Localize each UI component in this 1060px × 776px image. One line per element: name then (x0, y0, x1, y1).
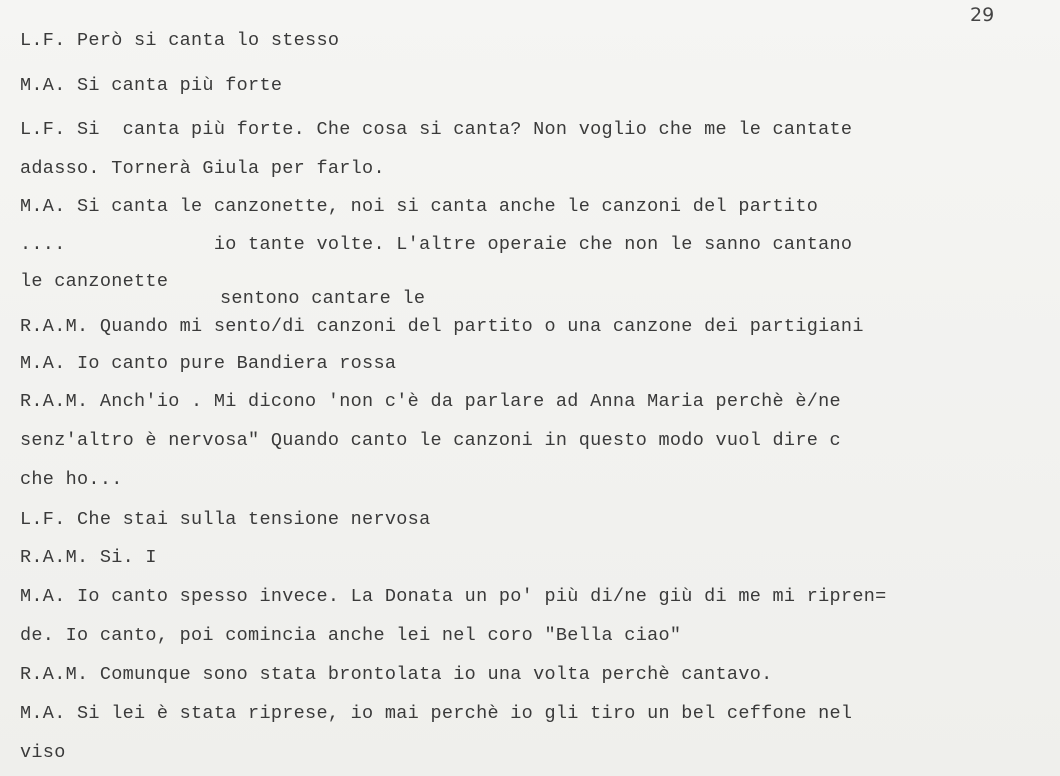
transcript-line: senz'altro è nervosa" Quando canto le canzoni in questo modo vuol dire c (20, 430, 841, 451)
transcript-line: .... io tante volte. L'altre operaie che non le sanno cantano (20, 234, 853, 255)
transcript-line: L.F. Che stai sulla tensione nervosa (20, 509, 431, 530)
interlinear-insert: sentono cantare le (220, 288, 426, 309)
transcript-line: L.F. Però si canta lo stesso (20, 30, 340, 51)
transcript-line: M.A. Io canto pure Bandiera rossa (20, 353, 397, 374)
transcript-line: M.A. Si canta più forte (20, 75, 283, 96)
transcript-line: L.F. Si canta più forte. Che cosa si canta? Non voglio che me le cantate (20, 119, 853, 140)
transcript-line: le canzonette (20, 271, 169, 292)
transcript-line: M.A. Si canta le canzonette, noi si canta anche le canzoni del partito (20, 196, 819, 217)
transcript-line: M.A. Io canto spesso invece. La Donata un po' più di/ne giù di me mi ripren= (20, 586, 887, 607)
transcript-line: viso (20, 742, 66, 763)
transcript-line: R.A.M. Si. I (20, 547, 157, 568)
transcript-line: R.A.M. Comunque sono stata brontolata io una volta perchè cantavo. (20, 664, 773, 685)
transcript-line: che ho... (20, 469, 123, 490)
page-number: 29 (970, 4, 995, 26)
transcript-line: R.A.M. Quando mi sento/di canzoni del partito o una canzone dei partigiani (20, 316, 864, 337)
transcript-line: R.A.M. Anch'io . Mi dicono 'non c'è da parlare ad Anna Maria perchè è/ne (20, 391, 841, 412)
transcript-line: adasso. Tornerà Giula per farlo. (20, 158, 385, 179)
transcript-line: de. Io canto, poi comincia anche lei nel coro "Bella ciao" (20, 625, 682, 646)
transcript-line: M.A. Si lei è stata riprese, io mai perchè io gli tiro un bel ceffone nel (20, 703, 853, 724)
